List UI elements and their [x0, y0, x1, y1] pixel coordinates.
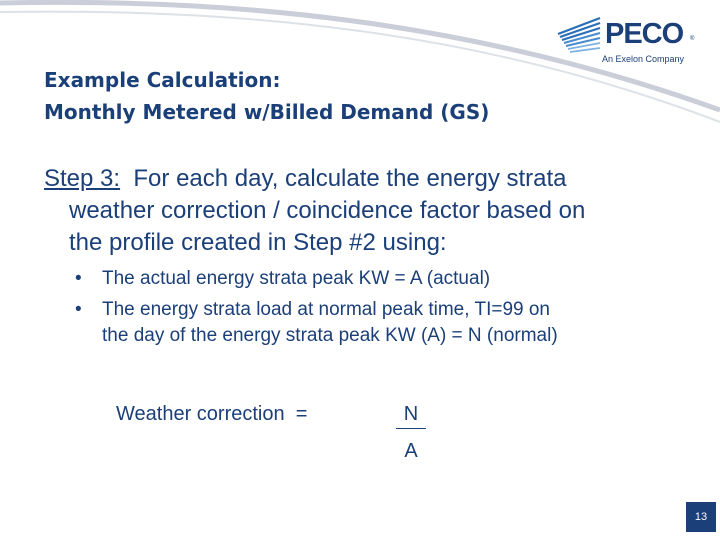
slide-title-line-2: Monthly Metered w/Billed Demand (GS): [44, 100, 490, 124]
step-line-1-text: For each day, calculate the energy strata: [120, 165, 567, 192]
step-paragraph: [44, 163, 694, 259]
bullet-1-line-1: The actual energy strata peak KW = A (actual): [102, 268, 491, 289]
slide-title-line-1: Example Calculation:: [44, 68, 281, 92]
logo-registered-mark: ®: [690, 36, 695, 42]
formula-numerator: N: [403, 403, 419, 425]
bullet-2-line-2: the day of the energy strata peak KW (A) = N (normal): [102, 325, 558, 346]
page-number-badge: 13: [686, 502, 716, 532]
formula-denominator: A: [404, 440, 418, 462]
peco-logo: [556, 12, 706, 68]
bullet-dot-icon: •: [75, 268, 82, 289]
slide-title: [44, 64, 684, 128]
bullet-item-normal-load: [74, 297, 694, 349]
step-line-1: [44, 163, 694, 195]
formula-label: Weather correction =: [116, 403, 308, 425]
step-line-2: weather correction / coincidence factor based on: [69, 197, 586, 224]
logo-wordmark: PECO: [605, 18, 684, 50]
peco-logo-mark-icon: [556, 14, 602, 54]
step-line-3: the profile created in Step #2 using:: [69, 229, 447, 256]
fraction-bar: [396, 428, 426, 429]
bullet-item-actual-peak: [74, 266, 694, 292]
step-label: Step 3:: [44, 165, 121, 192]
bullet-dot-icon: •: [75, 299, 82, 320]
bullet-2-line-1: The energy strata load at normal peak time, TI=99 on: [102, 299, 550, 320]
logo-tagline: An Exelon Company: [602, 54, 685, 64]
bullet-list: [74, 266, 694, 354]
